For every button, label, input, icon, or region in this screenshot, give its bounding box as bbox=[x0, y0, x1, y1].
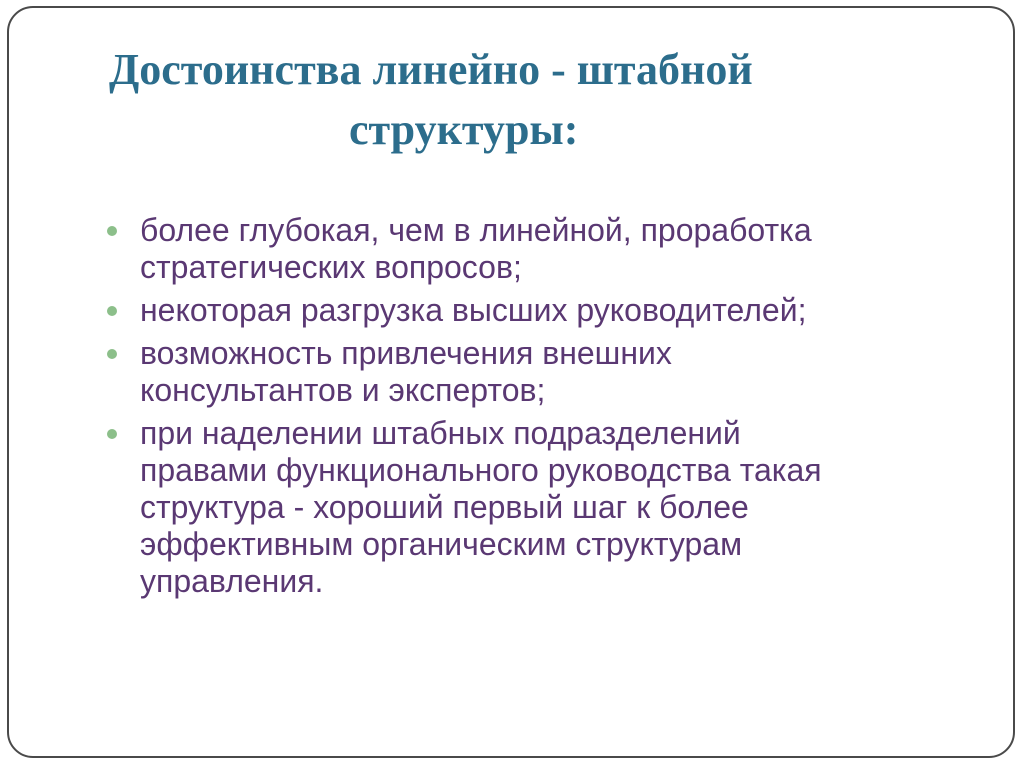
bullet-item bbox=[107, 335, 987, 409]
title-line-1: Достоинства линейно - штабной bbox=[109, 45, 753, 94]
bullet-line: эффективным органическим структурам bbox=[140, 526, 743, 562]
bullet-dot-icon bbox=[107, 429, 117, 439]
slide-title bbox=[109, 40, 989, 160]
bullet-text bbox=[140, 292, 987, 329]
bullet-item bbox=[107, 415, 987, 600]
bullet-list bbox=[107, 212, 987, 606]
bullet-dot-icon bbox=[107, 226, 117, 236]
bullet-item bbox=[107, 212, 987, 286]
bullet-item bbox=[107, 292, 987, 329]
title-line-2: структуры: bbox=[349, 105, 579, 154]
bullet-text bbox=[140, 415, 987, 600]
bullet-text bbox=[140, 335, 987, 409]
bullet-line: некоторая разгрузка высших руководителей; bbox=[140, 292, 807, 328]
bullet-line: стратегических вопросов; bbox=[140, 249, 522, 285]
bullet-line: более глубокая, чем в линейной, проработка bbox=[140, 212, 812, 248]
bullet-line: управления. bbox=[140, 563, 324, 599]
bullet-text bbox=[140, 212, 987, 286]
bullet-dot-icon bbox=[107, 349, 117, 359]
bullet-line: правами функционального руководства такая bbox=[140, 452, 822, 488]
bullet-line: консультантов и экспертов; bbox=[140, 372, 546, 408]
bullet-line: структура - хороший первый шаг к более bbox=[140, 489, 749, 525]
bullet-dot-icon bbox=[107, 306, 117, 316]
bullet-line: при наделении штабных подразделений bbox=[140, 415, 741, 451]
bullet-line: возможность привлечения внешних bbox=[140, 335, 672, 371]
